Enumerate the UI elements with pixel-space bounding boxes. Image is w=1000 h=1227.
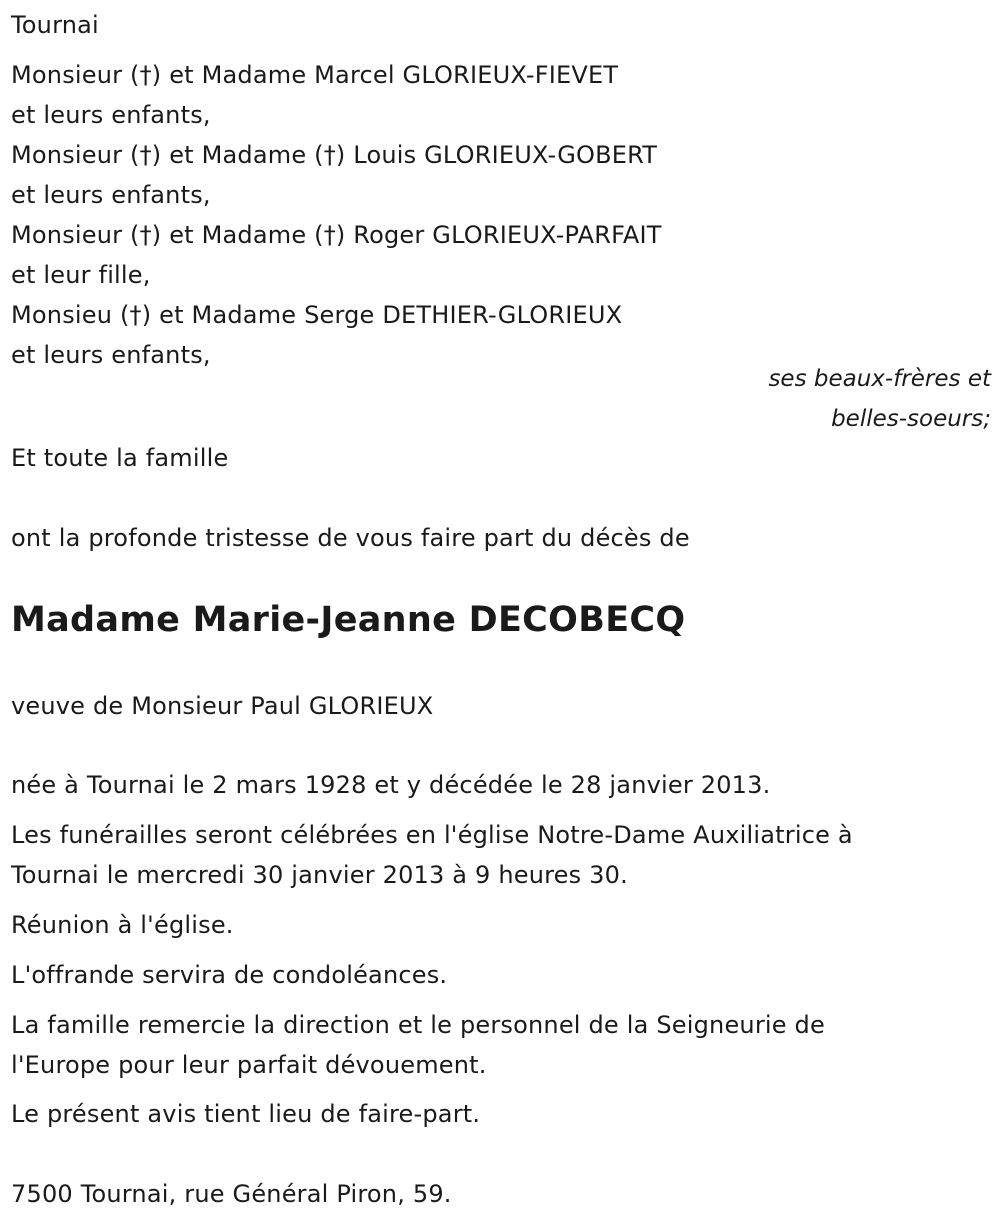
funeral-line-2: Tournai le mercredi 30 janvier 2013 à 9 heures 30. <box>11 861 628 889</box>
family-line-3: Monsieur (†) et Madame (†) Louis GLORIEUX-GOBERT <box>11 141 658 169</box>
thanks-line-2: l'Europe pour leur parfait dévouement. <box>11 1051 487 1079</box>
offering: L'offrande servira de condoléances. <box>11 961 448 989</box>
relation-line-2: belles-soeurs; <box>831 406 991 432</box>
announcement: ont la profonde tristesse de vous faire part du décès de <box>11 524 690 552</box>
family-line-2: et leurs enfants, <box>11 101 211 129</box>
widow-of: veuve de Monsieur Paul GLORIEUX <box>11 692 434 720</box>
family-line-6: et leur fille, <box>11 261 151 289</box>
family-line-7: Monsieu (†) et Madame Serge DETHIER-GLORIEUX <box>11 301 623 329</box>
notice: Le présent avis tient lieu de faire-part. <box>11 1100 481 1128</box>
family-line-1: Monsieur (†) et Madame Marcel GLORIEUX-FIEVET <box>11 61 619 89</box>
city-heading: Tournai <box>11 11 99 39</box>
family-line-4: et leurs enfants, <box>11 181 211 209</box>
family-line-5: Monsieur (†) et Madame (†) Roger GLORIEUX-PARFAIT <box>11 221 662 249</box>
family-line-8: et leurs enfants, <box>11 341 211 369</box>
birth-death: née à Tournai le 2 mars 1928 et y décédée le 28 janvier 2013. <box>11 771 771 799</box>
relation-line-1: ses beaux-frères et <box>768 366 991 392</box>
rest-family: Et toute la famille <box>11 444 229 472</box>
thanks-line-1: La famille remercie la direction et le personnel de la Seigneurie de <box>11 1011 825 1039</box>
deceased-name: Madame Marie-Jeanne DECOBECQ <box>11 600 686 640</box>
address: 7500 Tournai, rue Général Piron, 59. <box>11 1180 452 1208</box>
meeting: Réunion à l'église. <box>11 911 234 939</box>
funeral-line-1: Les funérailles seront célébrées en l'église Notre-Dame Auxiliatrice à <box>11 821 853 849</box>
